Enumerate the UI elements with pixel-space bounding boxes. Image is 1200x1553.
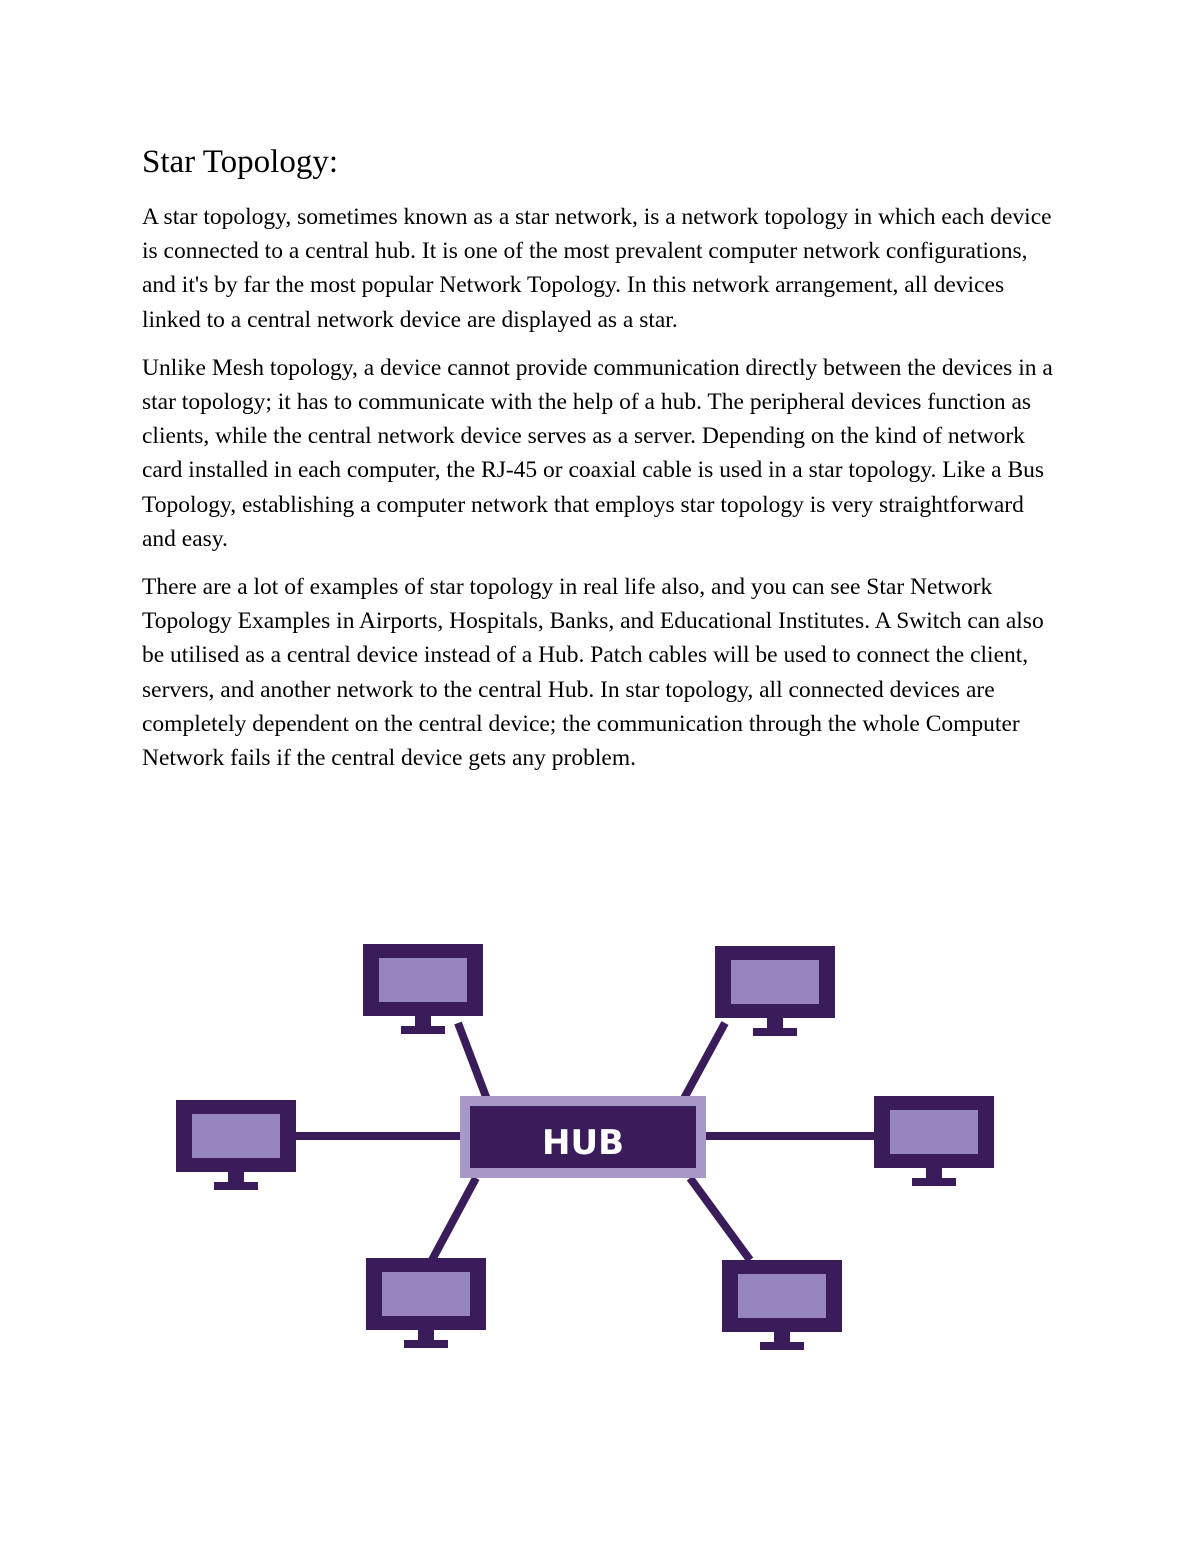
paragraph-examples: There are a lot of examples of star topology in real life also, and you can see Star Network Topology Examples in Airports, Hospitals, Banks, and Educational Institutes. A Switch can also be utilised as a central device instead of a Hub. Patch cables will be used to connect the client, servers, and another network to the central Hub. In star topology, all connected devices are completely dependent on the central device; the communication through the whole Computer Network fails if the central device gets any problem. — [142, 574, 1044, 772]
paragraph-intro: A star topology, sometimes known as a star network, is a network topology in which each device is connected to a central hub. It is one of the most prevalent computer network configurations, and it's by far the most popular Network Topology. In this network arrangement, all devices linked to a central network device are displayed as a star. — [142, 204, 1052, 333]
star-topology-svg — [170, 930, 1010, 1360]
star-topology-diagram — [170, 930, 1010, 1360]
computer-monitor-icon — [363, 944, 483, 1034]
computer-monitor-icon — [176, 1100, 296, 1190]
page-title: Star Topology: — [142, 144, 339, 180]
paragraph-comparison: Unlike Mesh topology, a device cannot provide communication directly between the devices in a star topology; it has to communicate with the help of a hub. The peripheral devices function as clients, while the central network device serves as a server. Depending on the kind of network card installed in each computer, the RJ-45 or coaxial cable is used in a star topology. Like a Bus Topology, establishing a computer network that employs star topology is very straightforward and easy. — [142, 354, 1053, 552]
cable-bottom-left — [432, 1178, 476, 1260]
hub-label: HUB — [542, 1123, 624, 1163]
cable-bottom-right — [690, 1178, 750, 1260]
cable-top-right — [682, 1023, 725, 1102]
document-body — [142, 200, 1062, 789]
computer-monitor-icon — [722, 1260, 842, 1350]
computer-monitor-icon — [874, 1096, 994, 1186]
hub-device — [460, 1096, 706, 1178]
computer-monitor-icon — [715, 946, 835, 1036]
cable-top-left — [458, 1023, 488, 1102]
computer-monitor-icon — [366, 1258, 486, 1348]
